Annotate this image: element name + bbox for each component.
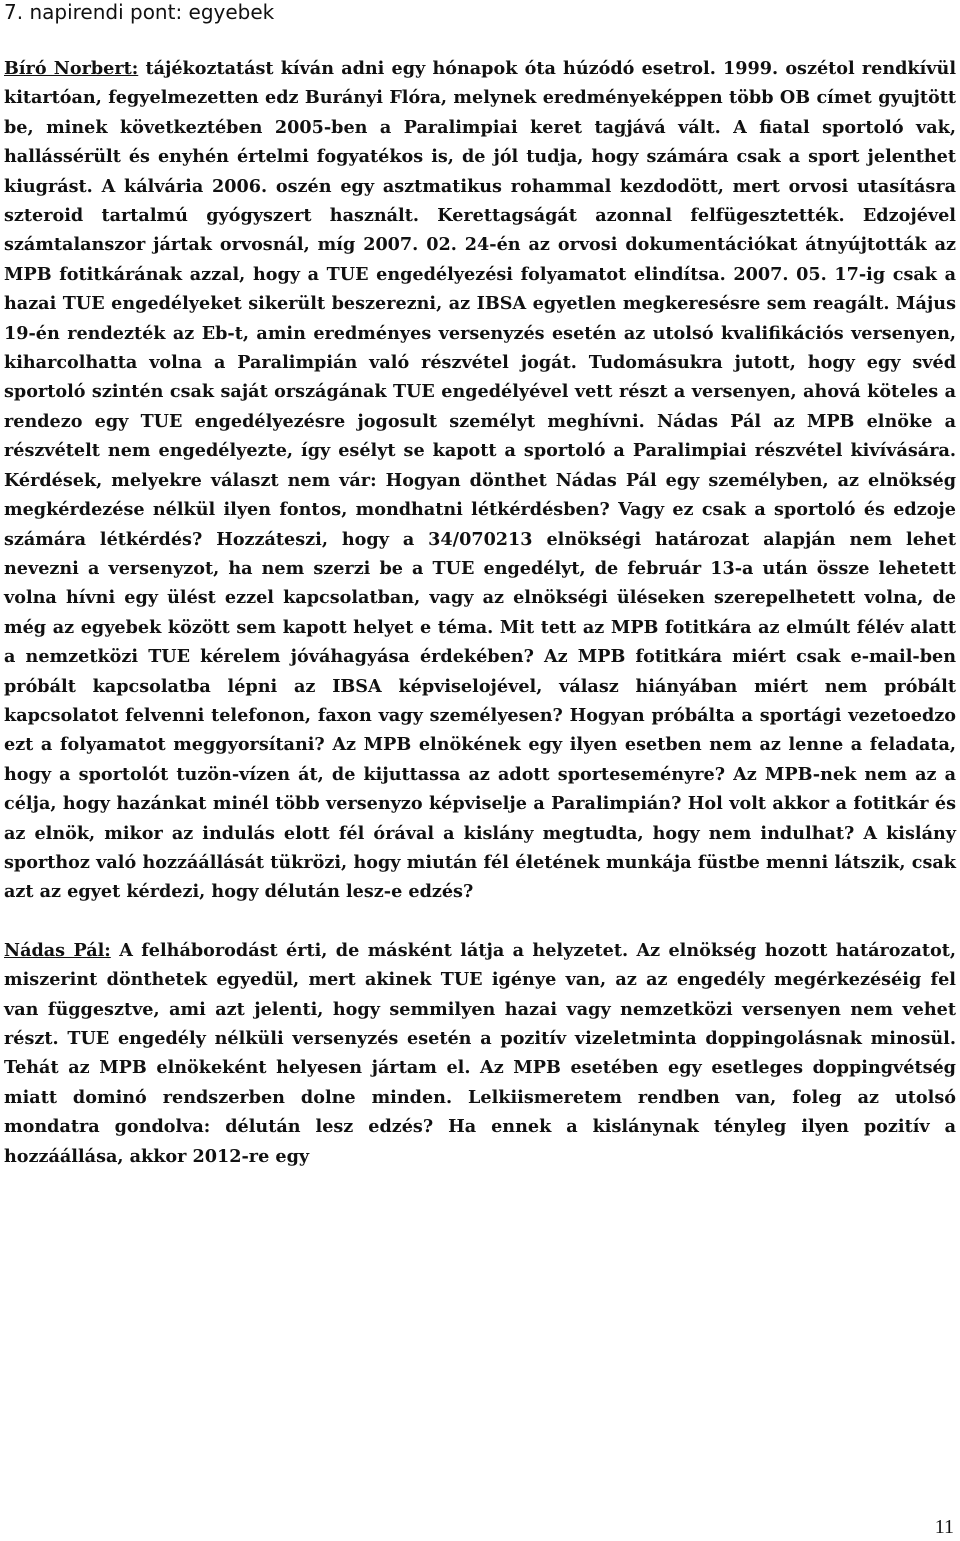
speaker-nadas-pal: Nádas Pál: bbox=[4, 939, 111, 961]
page-number: 11 bbox=[934, 1516, 954, 1538]
paragraph-nadas-pal bbox=[4, 936, 956, 1171]
paragraph-biro-norbert bbox=[4, 54, 956, 907]
speaker-biro-norbert: Bíró Norbert: bbox=[4, 58, 139, 79]
paragraph-gap bbox=[4, 907, 956, 936]
document-page bbox=[4, 0, 956, 1171]
paragraph-body: A felháborodást érti, de másként látja a helyzetet. Az elnökség hozott határozatot, miszerint dönthetek egyedül, mert akinek TUE igénye van, az az engedély megérkezéséig fel van függesztve, ami azt jelenti, hogy semmilyen hazai vagy nemzetközi versenyen nem vehet részt. TUE engedély nélküli versenyzés esetén a pozitív vizeletminta doppingolásnak minosül. Tehát az MPB elnökeként helyesen jártam el. Az MPB esetében egy esetleges doppingvétség miatt dominó rendszerben dolne minden. Lelkiismeretem rendben van, foleg az utolsó mondatra gondolva: délután lesz edzés? Ha ennek a kislánynak tényleg ilyen pozitív a hozzáállása, akkor 2012-re egy bbox=[4, 939, 956, 1167]
agenda-heading: 7. napirendi pont: egyebek bbox=[4, 0, 275, 24]
paragraph-lead: tájékoztatást kíván adni egy hónapok óta húzódó esetrol. bbox=[145, 58, 716, 79]
paragraph-body: 1999. oszétol rendkívül kitartóan, fegyelmezetten edz Burányi Flóra, melynek eredményeképpen több OB címet gyujtött be, minek következtében 2005-ben a Paralimpiai keret tagjává vált. A fiatal sportoló vak, hallássérült és enyhén értelmi fogyatékos is, de jól tudja, hogy számára csak a sport jelenthet kiugrást. A kálvária 2006. oszén egy asztmatikus rohammal kezdodött, mert orvosi utasításra szteroid tartalmú gyógyszert használt. Kerettagságát azonnal felfügesztették. Edzojével számtalanszor jártak orvosnál, míg 2007. 02. 24-én az orvosi dokumentációkat átnyújtották az MPB fotitkárának azzal, hogy a TUE engedélyezési folyamatot elindítsa. 2007. 05. 17-ig csak a hazai TUE engedélyeket sikerült beszerezni, az IBSA egyetlen megkeresésre sem reagált. Május 19-én rendezték az Eb-t, amin eredményes versenyzés esetén az utolsó kvalifikációs versenyen, kiharcolhatta volna a Paralimpián való részvétel jogát. Tudomásukra jutott, hogy egy svéd sportoló szintén csak saját országának TUE engedélyével vett részt a versenyen, ahová köteles a rendezo egy TUE engedélyezésre jogosult személyt meghívni. Nádas Pál az MPB elnöke a részvételt nem engedélyezte, így esélyt se kapott a sportoló a Paralimpiai részvétel kivívására. Kérdések, melyekre választ nem vár: Hogyan dönthet Nádas Pál egy személyben, az elnökség megkérdezése nélkül ilyen fontos, mondhatni létkérdésben? Vagy ez csak a sportoló és edzoje számára létkérdés? Hozzáteszi, hogy a 34/070213 elnökségi határozat alapján nem lehet nevezni a versenyzot, ha nem szerzi be a TUE engedélyt, de február 13-a után össze lehetett volna hívni egy ülést ezzel kapcsolatban, vagy az elnökségi üléseken szerepelhetett volna, de még az egyebek között sem kapott helyet e téma. Mit tett az MPB fotitkára az elmúlt félév alatt a nemzetközi TUE kérelem jóváhagyása érdekében? Az MPB fotitkára miért csak e-mail-ben próbált kapcsolatba lépni az IBSA képviselojével, válasz hiányában miért nem próbált kapcsolatot felvenni telefonon, faxon vagy személyesen? Hogyan próbálta a sportági vezetoedzo ezt a folyamatot meggyorsítani? Az MPB elnökének egy ilyen esetben nem az lenne a feladata, hogy a sportolót tuzön-vízen át, de kijuttassa az adott sporteseményre? Az MPB-nek nem az a célja, hogy hazánkat minél több versenyzo képviselje a Paralimpián? Hol volt akkor a fotitkár és az elnök, mikor az indulás elott fél órával a kislány megtudta, hogy nem indulhat? A kislány sporthoz való hozzáállását tükrözi, hogy miután fél életének munkája füstbe menni látszik, csak azt az egyet kérdezi, hogy délután lesz-e edzés? bbox=[4, 58, 957, 903]
